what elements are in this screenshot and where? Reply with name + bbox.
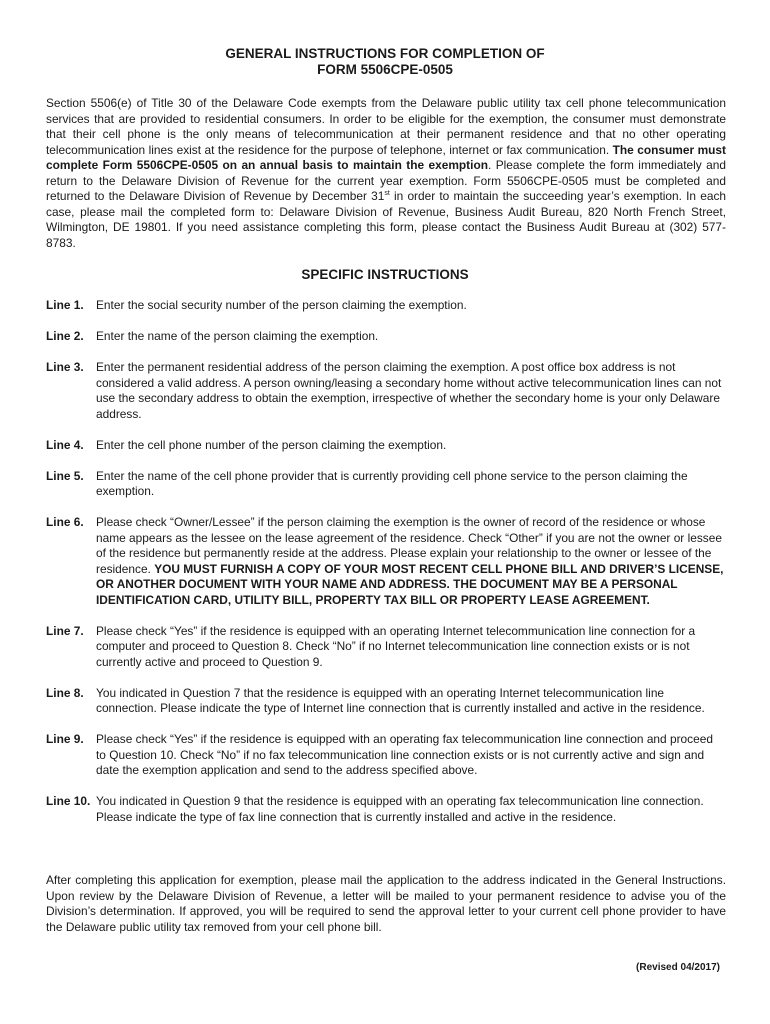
line-label: Line 7. [46, 623, 84, 638]
line-item-10 [46, 794, 726, 825]
line-item-2 [46, 329, 726, 345]
line-label: Line 2. [46, 329, 84, 343]
page-title [0, 46, 770, 78]
revision-date: (Revised 04/2017) [636, 962, 720, 973]
line-text: Please check “Owner/Lessee” if the person claiming the exemption is the owner of record of the residence or whose name appears as the lessee on the lease agreement of the residence. Check “Other” if you are not the owner or lessee of the residence but permanently reside at the address. Please explain your relationship to the owner or lessee of the residence. [96, 515, 722, 576]
line-instructions-list [46, 298, 726, 841]
line-item-6 [46, 515, 726, 608]
intro-text-2: . Please complete the form immediately and return to the Delaware Division of Revenue for the current year exemption. Form 5506CPE-0505 must be completed and returned to the Delaware Division of Revenue by December 31 [46, 158, 726, 203]
specific-instructions-heading: SPECIFIC INSTRUCTIONS [301, 267, 469, 282]
line-text: Enter the permanent residential address of the person claiming the exemption. A post office box address is not considered a valid address. A person owning/leasing a secondary home without active telecommunication lines can not use the secondary address to obtain the exemption, irrespective of whether the secondary home is your only Delaware address. [96, 360, 722, 421]
line-text-group [96, 515, 726, 608]
line-text: Enter the social security number of the person claiming the exemption. [96, 298, 467, 312]
line-text: Please check “Yes” if the residence is equipped with an operating fax telecommunication line connection and proceed to Question 10. Check “No” if no fax telecommunication line connection exists or is not currently active and sign and date the exemption application and send to the address specified above. [96, 732, 713, 777]
line-item-9 [46, 732, 726, 779]
intro-superscript: st [384, 190, 390, 198]
line-item-7 [46, 624, 726, 671]
line-label: Line 8. [46, 685, 84, 700]
line-text: You indicated in Question 7 that the residence is equipped with an operating Internet telecommunication line connection. Please indicate the type of Internet line connection that is currently installed and active in the residence. [96, 685, 705, 715]
intro-bold-requirement: The consumer must complete Form 5506CPE-0505 on an annual basis to maintain the exemption [46, 142, 727, 172]
line-item-5 [46, 469, 726, 500]
line-label: Line 5. [46, 468, 84, 483]
line-item-1 [46, 298, 726, 314]
line-text: Enter the name of the cell phone provider that is currently providing cell phone service to the person claiming the exemption. [96, 468, 688, 498]
line-item-4 [46, 438, 726, 454]
line-item-8 [46, 686, 726, 717]
intro-text-3: in order to maintain the succeeding year’s exemption. In each case, please mail the completed form to: Delaware Division of Revenue, Business Audit Bureau, 820 North French Street, Wilmington, DE 19801. If you need assistance completing this form, please contact the Business Audit Bureau at (302) 577-8783. [46, 189, 726, 250]
intro-text-1: Section 5506(e) of Title 30 of the Delaware Code exempts from the Delaware public utility tax cell phone telecommunication services that are provided to residential consumers. In order to be eligible for the exemption, the consumer must demonstrate that their cell phone is the only means of telecommunication at their permanent residence and that no other operating telecommunication lines exist at the residence for the purpose of telephone, internet or fax communication. [46, 96, 726, 157]
line-text: Enter the cell phone number of the person claiming the exemption. [96, 437, 447, 452]
line-text: Enter the name of the person claiming the exemption. [96, 329, 379, 343]
line-text: Please check “Yes” if the residence is equipped with an operating Internet telecommunication line connection for a computer and proceed to Question 8. Check “No” if no Internet telecommunication line connection exists or is not currently active and proceed to Question 9. [96, 623, 696, 669]
line-label: Line 6. [46, 515, 84, 529]
line-label: Line 10. [46, 794, 91, 808]
line-bold-requirement: YOU MUST FURNISH A COPY OF YOUR MOST RECENT CELL PHONE BILL AND DRIVER’S LICENSE, OR ANOTHER DOCUMENT WITH YOUR NAME AND ADDRESS. THE DOCUMENT MAY BE A PERSONAL IDENTIFICATION CARD, UTILITY BILL, PROPERTY TAX BILL OR PROPERTY LEASE AGREEMENT. [96, 561, 724, 607]
line-label: Line 3. [46, 360, 84, 374]
title-line-1: GENERAL INSTRUCTIONS FOR COMPLETION OF [225, 46, 545, 61]
line-text: You indicated in Question 9 that the residence is equipped with an operating fax telecommunication line connection. Please indicate the type of fax line connection that is currently installed and active in the residence. [96, 794, 704, 824]
line-label: Line 1. [46, 298, 84, 312]
line-item-3 [46, 360, 726, 422]
general-instructions-paragraph [46, 96, 726, 251]
line-label: Line 9. [46, 732, 84, 746]
title-line-2: FORM 5506CPE-0505 [317, 62, 453, 77]
closing-paragraph: After completing this application for exemption, please mail the application to the address indicated in the General Instructions. Upon review by the Delaware Division of Revenue, a letter will be mailed to your permanent residence to advise you of the Division’s determination. If approved, you will be required to send the approval letter to your current cell phone provider to have the Delaware public utility tax removed from your cell phone bill. [46, 873, 726, 934]
line-label: Line 4. [46, 437, 84, 452]
